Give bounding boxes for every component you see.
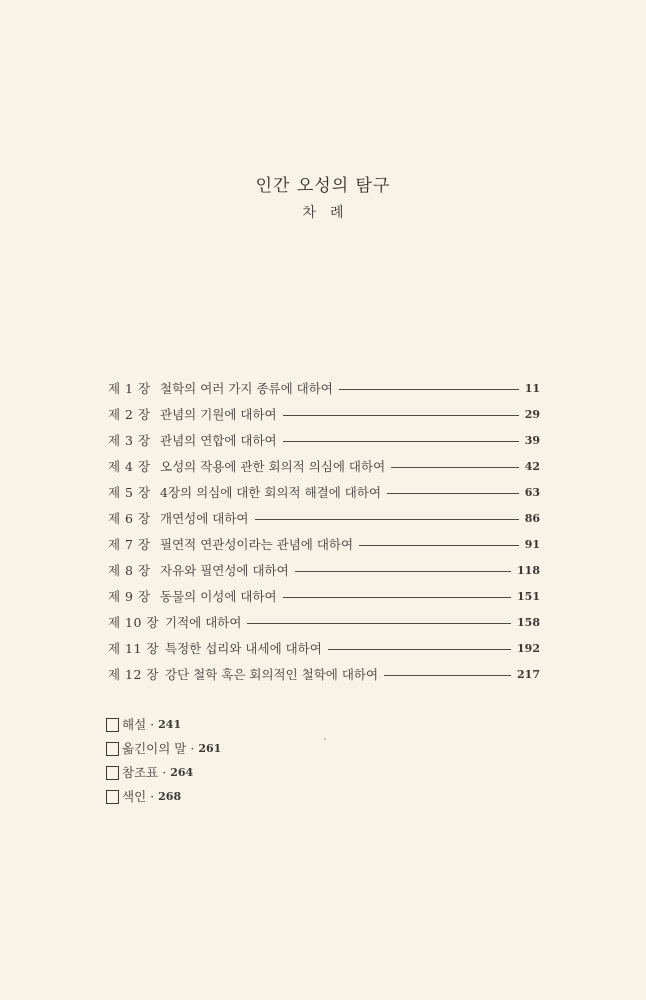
appendix-entry[interactable] xyxy=(106,784,221,808)
paper-speck xyxy=(324,738,326,740)
chapter-number: 제 5 장 xyxy=(108,485,151,500)
leader-line xyxy=(339,389,519,390)
toc-entry[interactable] xyxy=(108,557,540,583)
leader-line xyxy=(247,623,511,624)
page-number: 268 xyxy=(158,789,182,803)
toc-entry[interactable] xyxy=(108,375,540,401)
toc-entry[interactable] xyxy=(108,583,540,609)
appendix-label: 참조표 xyxy=(122,765,159,780)
chapter-title: 필연적 연관성이라는 관념에 대하여 xyxy=(160,537,354,552)
toc-entry[interactable] xyxy=(108,453,540,479)
appendix-label: 옮긴이의 말 xyxy=(122,741,187,756)
chapter-title: 개연성에 대하여 xyxy=(160,511,249,526)
page-number: 118 xyxy=(517,563,540,577)
toc-entry[interactable] xyxy=(108,401,540,427)
page-number: 158 xyxy=(517,615,540,629)
chapter-title: 동물의 이성에 대하여 xyxy=(160,589,277,604)
contents-heading: 차례 xyxy=(302,205,358,221)
leader-line xyxy=(387,493,519,494)
chapter-number: 제 7 장 xyxy=(108,537,151,552)
toc-entry[interactable] xyxy=(108,661,540,687)
chapter-number: 제 10 장 xyxy=(108,615,160,630)
toc-entry[interactable] xyxy=(108,505,540,531)
separator-dot: · xyxy=(150,788,155,804)
page-number: 264 xyxy=(170,765,194,779)
toc-entry[interactable] xyxy=(108,609,540,635)
page-number: 241 xyxy=(158,717,182,731)
chapter-title: 특정한 섭리와 내세에 대하여 xyxy=(165,641,322,656)
chapter-title: 철학의 여러 가지 종류에 대하여 xyxy=(160,381,333,396)
chapter-number: 제 4 장 xyxy=(108,459,151,474)
square-bullet-icon xyxy=(106,790,119,804)
appendix-list xyxy=(106,712,221,808)
chapter-title: 자유와 필연성에 대하여 xyxy=(160,563,289,578)
table-of-contents xyxy=(108,375,540,687)
page-number: 86 xyxy=(524,511,540,525)
chapter-number: 제 6 장 xyxy=(108,511,151,526)
leader-line xyxy=(295,571,511,572)
leader-line xyxy=(359,545,519,546)
chapter-title: 관념의 연합에 대하여 xyxy=(160,433,277,448)
chapter-title: 오성의 작용에 관한 회의적 의심에 대하여 xyxy=(160,459,386,474)
chapter-number: 제 9 장 xyxy=(108,589,151,604)
appendix-label: 해설 xyxy=(122,717,147,732)
page-number: 42 xyxy=(524,459,540,473)
chapter-title: 강단 철학 혹은 회의적인 철학에 대하여 xyxy=(165,667,379,682)
separator-dot: · xyxy=(150,716,155,732)
page-number: 151 xyxy=(517,589,540,603)
chapter-number: 제 12 장 xyxy=(108,667,160,682)
book-title: 인간 오성의 탐구 xyxy=(255,176,391,196)
toc-entry[interactable] xyxy=(108,531,540,557)
chapter-number: 제 1 장 xyxy=(108,381,151,396)
appendix-entry[interactable] xyxy=(106,760,221,784)
toc-entry[interactable] xyxy=(108,427,540,453)
toc-entry[interactable] xyxy=(108,479,540,505)
leader-line xyxy=(283,415,519,416)
square-bullet-icon xyxy=(106,742,119,756)
page-number: 217 xyxy=(517,667,540,681)
page-number: 11 xyxy=(524,381,540,395)
leader-line xyxy=(384,675,511,676)
chapter-title: 관념의 기원에 대하여 xyxy=(160,407,277,422)
appendix-entry[interactable] xyxy=(106,712,221,736)
square-bullet-icon xyxy=(106,718,119,732)
chapter-number: 제 11 장 xyxy=(108,641,160,656)
page-number: 39 xyxy=(524,433,540,447)
separator-dot: · xyxy=(162,764,167,780)
separator-dot: · xyxy=(190,740,195,756)
appendix-label: 색인 xyxy=(122,789,147,804)
leader-line xyxy=(283,441,519,442)
page-number: 29 xyxy=(524,407,540,421)
appendix-entry[interactable] xyxy=(106,736,221,760)
toc-entry[interactable] xyxy=(108,635,540,661)
page-number: 261 xyxy=(198,741,222,755)
page-number: 192 xyxy=(517,641,540,655)
square-bullet-icon xyxy=(106,766,119,780)
page-number: 91 xyxy=(524,537,540,551)
leader-line xyxy=(255,519,519,520)
chapter-number: 제 2 장 xyxy=(108,407,151,422)
chapter-number: 제 3 장 xyxy=(108,433,151,448)
leader-line xyxy=(328,649,511,650)
chapter-number: 제 8 장 xyxy=(108,563,151,578)
chapter-title: 4장의 의심에 대한 회의적 해결에 대하여 xyxy=(160,485,382,500)
chapter-title: 기적에 대하여 xyxy=(165,615,242,630)
page-number: 63 xyxy=(524,485,540,499)
leader-line xyxy=(283,597,511,598)
leader-line xyxy=(391,467,519,468)
